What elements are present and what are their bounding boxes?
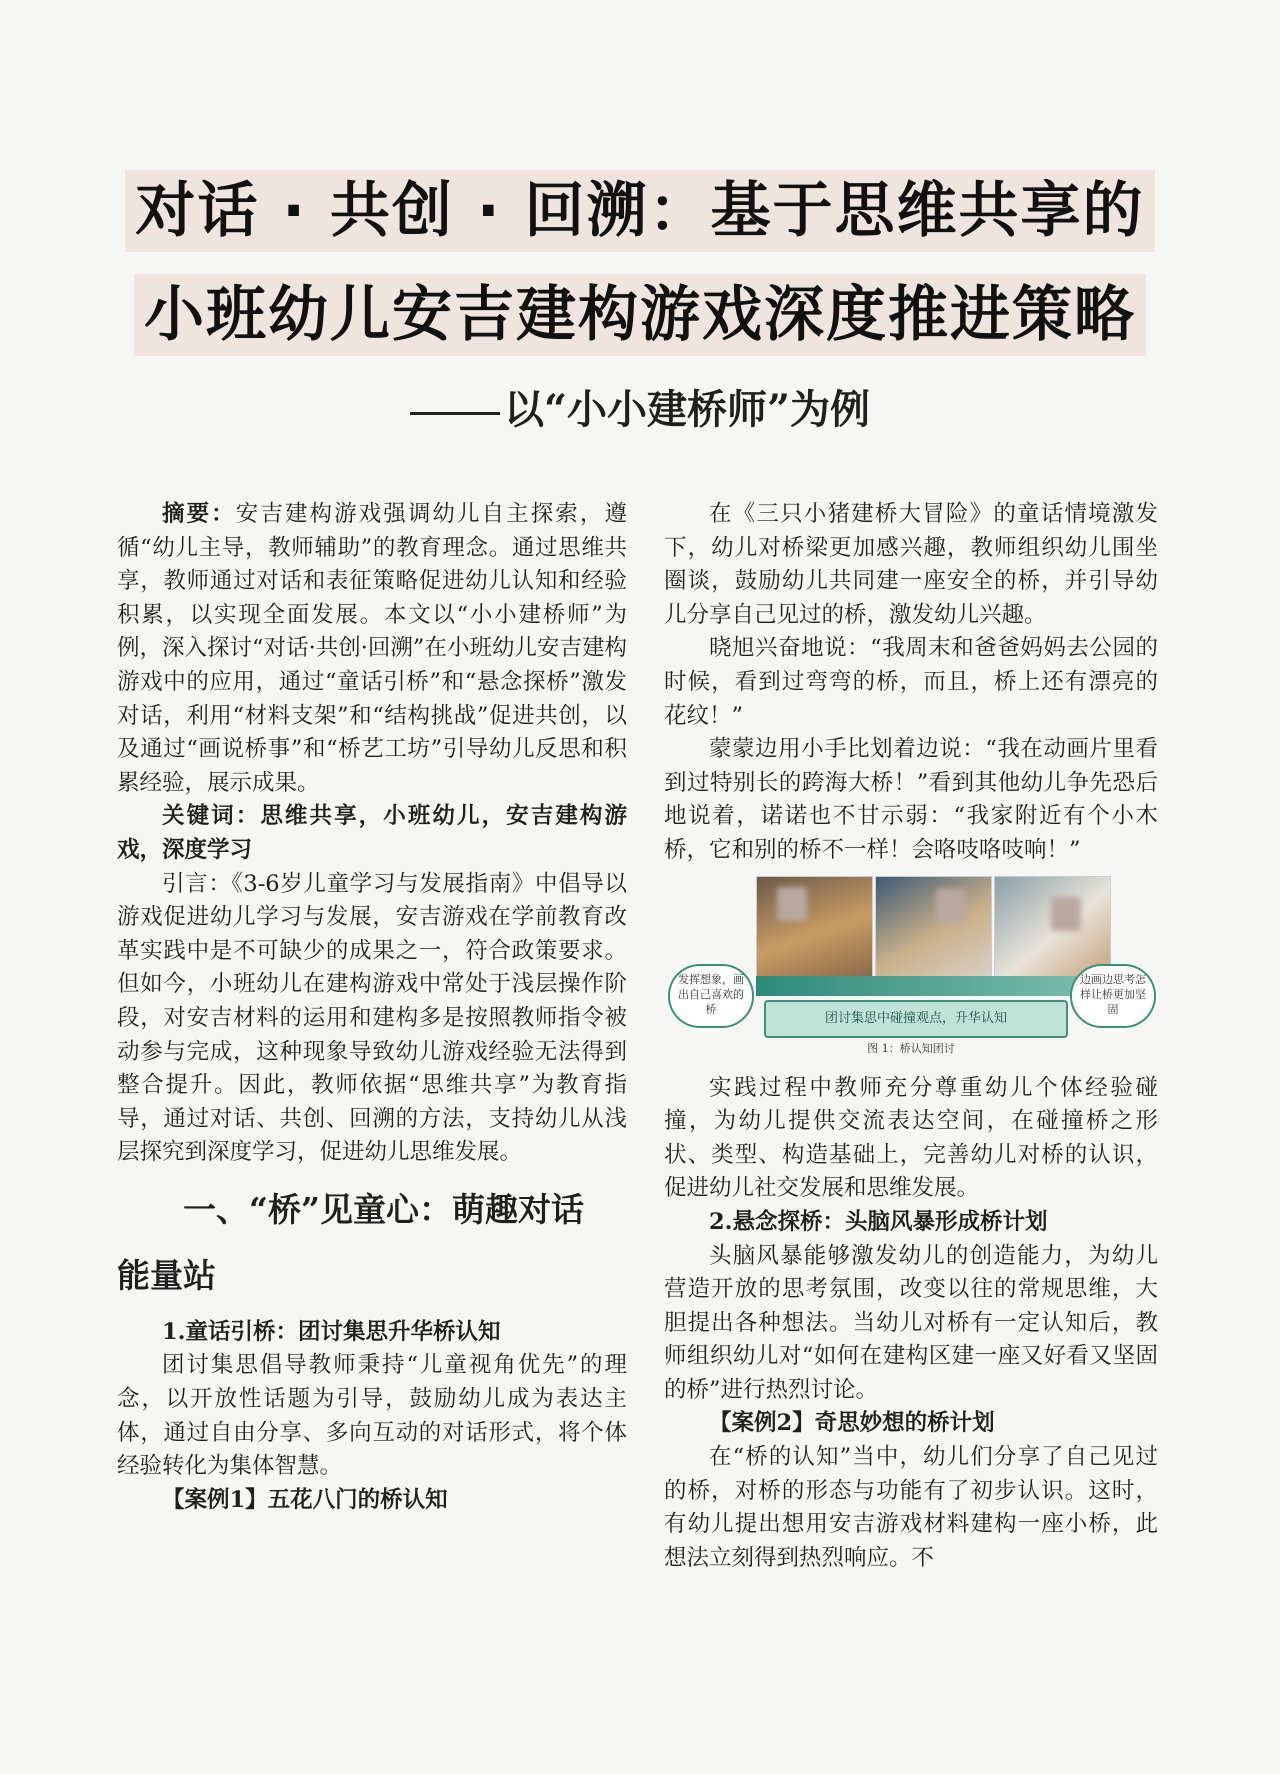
- subtitle: [0, 385, 1280, 435]
- paragraph-story: 在《三只小猪建桥大冒险》的童话情境激发下，幼儿对桥梁更加感兴趣，教师组织幼儿围坐圈谈，鼓励幼儿共同建一座安全的桥，并引导幼儿分享自己见过的桥，激发幼儿兴趣。: [664, 501, 1158, 628]
- abstract-label: 摘要：: [162, 501, 236, 527]
- abstract-text: 安吉建构游戏强调幼儿自主探索，遵循“幼儿主导，教师辅助”的教育理念。通过思维共享，教师通过对话和表征策略促进幼儿认知和经验积累，以实现全面发展。本文以“小小建桥师”为例，深入探讨“对话·共创·回溯”在小班幼儿安吉建构游戏中的应用，通过“童话引桥”和“悬念探桥”激发对话，利用“材料支架”和“结构挑战”促进共创，以及通过“画说桥事”和“桥艺工坊”引导幼儿反思和积累经验，展示成果。: [117, 501, 627, 796]
- paragraph-brainstorm: 头脑风暴能够激发幼儿的创造能力，为幼儿营造开放的思考氛围，改变以往的常规思维，大胆提出各种想法。当幼儿对桥有一定认知后，教师组织幼儿对“如何在建构区建一座又好看又坚固的桥”进行热烈讨论。: [664, 1242, 1158, 1403]
- title-line-1: 对话 · 共创 · 回溯：基于思维共享的: [125, 170, 1154, 252]
- figure-1: [664, 876, 1158, 1066]
- thought-cloud-left: 发挥想象，画出自己喜欢的桥: [668, 964, 754, 1028]
- left-column: [117, 498, 627, 1517]
- figure-banner: 团讨集思中碰撞观点，升华认知: [764, 1000, 1068, 1038]
- section-heading-1a: 一、“桥”见童心：萌趣对话: [183, 1189, 584, 1229]
- subtitle-text: 以“小小建桥师”为例: [503, 386, 870, 433]
- blurred-face: [936, 889, 966, 923]
- thought-cloud-right: 边画边思考怎样让桥更加坚固: [1070, 964, 1156, 1028]
- section-heading-1b: 能量站: [117, 1255, 216, 1295]
- subheading-1-text: 团讨集思倡导教师秉持“儿童视角优先”的理念，以开放性话题为引导，鼓励幼儿成为表达主体，通过自由分享、多向互动的对话形式，将个体经验转化为集体智慧。: [117, 1352, 627, 1480]
- subheading-2: 2.悬念探桥：头脑风暴形成桥计划: [709, 1208, 1048, 1235]
- blurred-face: [777, 887, 807, 921]
- keywords: 关键词：思维共享，小班幼儿，安吉建构游戏，深度学习: [117, 803, 627, 863]
- case-2-heading: 【案例2】奇思妙想的桥计划: [709, 1410, 995, 1437]
- figure-caption: 图 1：桥认知团讨: [867, 1041, 955, 1055]
- paragraph-xiaoxu: 晓旭兴奋地说：“我周末和爸爸妈妈去公园的时候，看到过弯弯的桥，而且，桥上还有漂亮的花纹！”: [664, 635, 1158, 729]
- title-block: [0, 170, 1280, 356]
- photo-children-drawing-2: [875, 876, 992, 978]
- right-column: [664, 498, 1158, 1575]
- blurred-face: [1051, 897, 1081, 931]
- photo-children-drawing-3: [994, 876, 1111, 978]
- paragraph-mengmeng: 蒙蒙边用小手比划着边说：“我在动画片里看到过特别长的跨海大桥！”看到其他幼儿争先恐后地说着，诺诺也不甘示弱：“我家附近有个小木桥，它和别的桥不一样！会咯吱咯吱响！”: [664, 736, 1158, 863]
- introduction: 引言：《3-6岁儿童学习与发展指南》中倡导以游戏促进幼儿学习与发展，安吉游戏在学前教育改革实践中是不可缺少的成果之一，符合政策要求。但如今，小班幼儿在建构游戏中常处于浅层操作阶段，对安吉材料的运用和建构多是按照教师指令被动参与完成，这种现象导致幼儿游戏经验无法得到整合提升。因此，教师依据“思维共享”为教育指导，通过对话、共创、回溯的方法，支持幼儿从浅层探究到深度学习，促进幼儿思维发展。: [117, 870, 627, 1166]
- case-1-heading: 【案例1】五花八门的桥认知: [162, 1486, 448, 1513]
- photo-children-drawing-1: [756, 876, 873, 978]
- subheading-1: 1.童话引桥：团讨集思升华桥认知: [162, 1318, 501, 1345]
- paragraph-case-2: 在“桥的认知”当中，幼儿们分享了自己见过的桥，对桥的形态与功能有了初步认识。这时，有幼儿提出想用安吉游戏材料建构一座小桥，此想法立刻得到热烈响应。不: [664, 1444, 1158, 1571]
- paragraph-practice: 实践过程中教师充分尊重幼儿个体经验碰撞，为幼儿提供交流表达空间，在碰撞桥之形状、类型、构造基础上，完善幼儿对桥的认识，促进幼儿社交发展和思维发展。: [664, 1074, 1158, 1202]
- subtitle-dash: [410, 412, 500, 415]
- arrow-bar: [756, 976, 1111, 996]
- abstract: [117, 498, 627, 800]
- title-line-2: 小班幼儿安吉建构游戏深度推进策略: [134, 274, 1146, 356]
